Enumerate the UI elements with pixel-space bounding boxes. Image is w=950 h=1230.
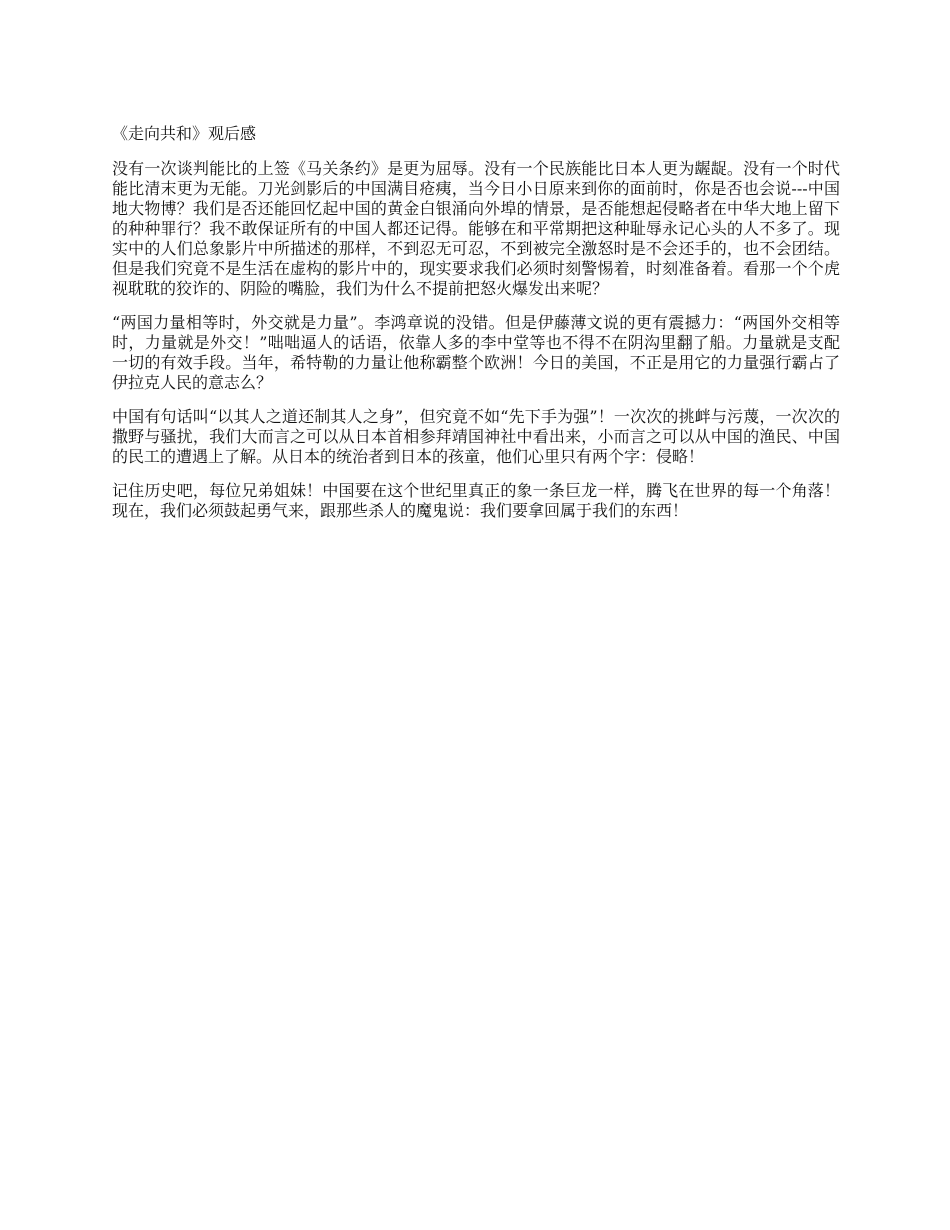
paragraph-3: 中国有句话叫“以其人之道还制其人之身”，但究竟不如“先下手为强”！一次次的挑衅与污蔑，一次次的撒野与骚扰，我们大而言之可以从日本首相参拜靖国神社中看出来，小而言之可以从中国的渔民、中国的民工的遭遇上了解。从日本的统治者到日本的孩童，他们心里只有两个字：侵略！	[112, 407, 840, 466]
document-title: 《走向共和》观后感	[112, 124, 257, 143]
paragraph-4: 记住历史吧，每位兄弟姐妹！中国要在这个世纪里真正的象一条巨龙一样，腾飞在世界的每一个角落！现在，我们必须鼓起勇气来，跟那些杀人的魔鬼说：我们要拿回属于我们的东西！	[112, 481, 840, 520]
paragraph-1: 没有一次谈判能比的上签《马关条约》是更为屈辱。没有一个民族能比日本人更为龌龊。没有一个时代能比清末更为无能。刀光剑影后的中国满目疮痍，当今日小日原来到你的面前时，你是否也会说---中国地大物博？我们是否还能回忆起中国的黄金白银涌向外埠的情景，是否能想起侵略者在中华大地上留下的种种罪行？我不敢保证所有的中国人都还记得。能够在和平常期把这种耻辱永记心头的人不多了。现实中的人们总象影片中所描述的那样，不到忍无可忍，不到被完全激怒时是不会还手的，也不会团结。但是我们究竟不是生活在虚构的影片中的，现实要求我们必须时刻警惕着，时刻准备着。看那一个个虎视耽耽的狡诈的、阴险的嘴脸，我们为什么不提前把怒火爆发出来呢？	[112, 159, 840, 298]
document-page	[112, 124, 840, 535]
paragraph-2: “两国力量相等时，外交就是力量”。李鸿章说的没错。但是伊藤薄文说的更有震撼力：“两国外交相等时，力量就是外交！”咄咄逼人的话语，依靠人多的李中堂等也不得不在阴沟里翻了船。力量就是支配一切的有效手段。当年，希特勒的力量让他称霸整个欧洲！今日的美国，不正是用它的力量强行霸占了伊拉克人民的意志么？	[112, 313, 840, 392]
